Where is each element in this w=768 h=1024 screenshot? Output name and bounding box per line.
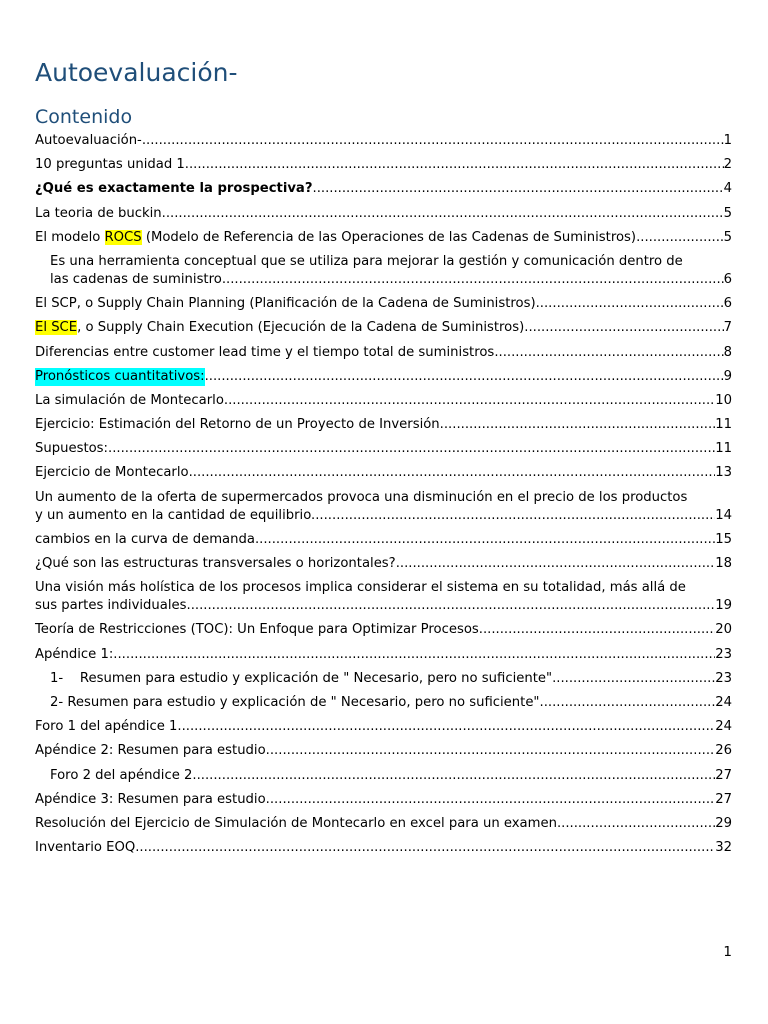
toc-entry-text-line1: Es una herramienta conceptual que se utiliza para mejorar la gestión y comunicación dentro de bbox=[50, 253, 683, 269]
toc-dot-leader bbox=[222, 271, 724, 289]
toc-dot-leader bbox=[440, 416, 716, 434]
toc-entry[interactable] bbox=[35, 253, 732, 289]
toc-entry-text-line2: sus partes individuales bbox=[35, 598, 187, 614]
toc-entry-text-line2: las cadenas de suministro bbox=[50, 271, 222, 287]
toc-entry[interactable] bbox=[35, 646, 732, 664]
toc-heading: Contenido bbox=[35, 106, 133, 128]
toc-entry-text: 10 preguntas unidad 1 bbox=[35, 157, 185, 173]
toc-dot-leader bbox=[113, 646, 715, 664]
toc-entry[interactable] bbox=[35, 815, 732, 833]
toc-entry[interactable] bbox=[35, 694, 732, 712]
toc-entry-page: 23 bbox=[715, 646, 732, 662]
toc-entry-page: 13 bbox=[715, 465, 732, 481]
toc-dot-leader bbox=[544, 694, 716, 712]
toc-entry-text: Inventario EOQ bbox=[35, 840, 136, 856]
toc-dot-leader bbox=[494, 344, 723, 362]
toc-entry-page: 32 bbox=[715, 840, 732, 856]
toc-entry-text: Resolución del Ejercicio de Simulación de Montecarlo en excel para un examen bbox=[35, 815, 557, 831]
toc-dot-leader bbox=[556, 670, 715, 688]
toc-entry-page: 24 bbox=[715, 719, 732, 735]
toc-entry[interactable] bbox=[35, 718, 732, 736]
toc-entry[interactable] bbox=[35, 670, 732, 688]
toc-entry-page: 15 bbox=[715, 531, 732, 547]
toc-entry[interactable] bbox=[35, 319, 732, 337]
toc-dot-leader bbox=[135, 839, 715, 857]
toc-entry-text: 2- Resumen para estudio y explicación de " Necesario, pero no suficiente". bbox=[50, 694, 544, 710]
toc-dot-leader bbox=[266, 791, 716, 809]
toc-entry-text: Ejercicio de Montecarlo bbox=[35, 465, 189, 481]
toc-entry-page: 26 bbox=[715, 743, 732, 759]
toc-dot-leader bbox=[108, 440, 715, 458]
toc-entry-page: 5 bbox=[723, 205, 732, 221]
toc-entry-text-pre: El modelo bbox=[35, 229, 105, 245]
toc-entry-text: Teoría de Restricciones (TOC): Un Enfoque para Optimizar Procesos bbox=[35, 622, 479, 638]
toc-entry-page: 18 bbox=[715, 556, 732, 571]
toc-entry[interactable] bbox=[35, 132, 732, 150]
toc-entry-page: 7 bbox=[723, 320, 732, 336]
toc-entry[interactable] bbox=[35, 440, 732, 458]
toc-entry-line2 bbox=[50, 271, 732, 289]
toc-dot-leader bbox=[162, 205, 724, 223]
toc-entry-page: 29 bbox=[715, 815, 732, 831]
toc-dot-leader bbox=[315, 507, 715, 525]
toc-entry-text: cambios en la curva de demanda bbox=[35, 531, 255, 547]
toc-dot-leader bbox=[636, 229, 724, 247]
toc-entry-page: 24 bbox=[715, 694, 732, 710]
toc-entry-page: 11 bbox=[715, 417, 732, 433]
toc-entry-text: Foro 1 del apéndice 1 bbox=[35, 719, 178, 735]
toc-dot-leader bbox=[185, 156, 724, 174]
toc-entry[interactable] bbox=[35, 368, 732, 386]
toc-entry-page: 6 bbox=[723, 296, 732, 312]
page-number: 1 bbox=[723, 944, 732, 960]
toc-dot-leader bbox=[524, 319, 723, 337]
toc-entry-text: 1- Resumen para estudio y explicación de " Necesario, pero no suficiente". bbox=[50, 670, 557, 686]
toc-entry-text: Apéndice 2: Resumen para estudio bbox=[35, 743, 266, 759]
toc-dot-leader bbox=[205, 368, 724, 386]
toc-entry-text: Foro 2 del apéndice 2 bbox=[50, 767, 193, 783]
toc-dot-leader bbox=[192, 767, 715, 785]
toc-entry[interactable] bbox=[35, 416, 732, 434]
toc-dot-leader bbox=[187, 597, 716, 615]
toc-entry-page: 10 bbox=[715, 392, 732, 408]
toc-entry-text: La simulación de Montecarlo bbox=[35, 392, 224, 408]
toc-entry[interactable] bbox=[35, 344, 732, 362]
toc-dot-leader bbox=[536, 295, 724, 313]
toc-entry[interactable] bbox=[35, 839, 732, 857]
toc-entry[interactable] bbox=[35, 156, 732, 174]
toc-entry-page: 2 bbox=[723, 157, 732, 173]
toc-entry-text: La teoria de buckin bbox=[35, 205, 162, 221]
toc-entry-text: Ejercicio: Estimación del Retorno de un Proyecto de Inversión bbox=[35, 417, 440, 433]
toc-entry-page: 5 bbox=[723, 229, 732, 245]
toc-dot-leader bbox=[557, 815, 715, 833]
toc-entry-page: 9 bbox=[723, 368, 732, 384]
toc-entry-text-line2: y un aumento en la cantidad de equilibrio. bbox=[35, 507, 316, 523]
toc-entry-line2 bbox=[35, 597, 732, 615]
toc-dot-leader bbox=[479, 621, 715, 639]
toc-dot-leader bbox=[224, 392, 715, 410]
toc-entry-line2 bbox=[35, 507, 732, 525]
toc-entry-text: El SCP, o Supply Chain Planning (Planificación de la Cadena de Suministros) bbox=[35, 296, 536, 312]
toc-entry-page: 4 bbox=[723, 181, 732, 197]
toc-entry[interactable] bbox=[35, 579, 732, 615]
toc-entry-page: 14 bbox=[715, 507, 732, 523]
toc-entry[interactable] bbox=[35, 621, 732, 639]
toc-entry-page: 27 bbox=[715, 791, 732, 807]
toc-entry[interactable] bbox=[35, 205, 732, 223]
toc-entry[interactable] bbox=[35, 489, 732, 525]
toc-entry[interactable] bbox=[35, 229, 732, 247]
toc-entry-text: ¿Qué son las estructuras transversales o horizontales? bbox=[35, 556, 396, 571]
toc-entry-text bbox=[35, 229, 636, 247]
toc-entry-page: 23 bbox=[715, 670, 732, 686]
toc-dot-leader bbox=[255, 531, 715, 549]
toc-entry[interactable] bbox=[35, 767, 732, 785]
toc-entry[interactable] bbox=[35, 791, 732, 809]
toc-entry-page: 27 bbox=[715, 767, 732, 783]
toc-entry[interactable] bbox=[35, 531, 732, 549]
toc-entry-page: 19 bbox=[715, 598, 732, 614]
toc-entry-page: 6 bbox=[723, 271, 732, 287]
toc-entry-text: Diferencias entre customer lead time y el tiempo total de suministros bbox=[35, 344, 495, 360]
toc-entry-text: Supuestos: bbox=[35, 441, 108, 457]
toc-entry-text: Autoevaluación- bbox=[35, 133, 142, 148]
toc-dot-leader bbox=[142, 132, 724, 150]
highlighted-term: El SCE bbox=[35, 320, 78, 336]
toc-entry-page: 8 bbox=[723, 344, 732, 360]
toc-entry-text-post: , o Supply Chain Execution (Ejecución de la Cadena de Suministros) bbox=[77, 320, 525, 336]
toc-entry-text-post: (Modelo de Referencia de las Operaciones de las Cadenas de Suministros) bbox=[141, 229, 637, 245]
document-title: Autoevaluación- bbox=[35, 58, 238, 87]
table-of-contents bbox=[35, 132, 732, 863]
highlighted-term: ROCS bbox=[104, 229, 142, 245]
toc-entry[interactable] bbox=[35, 295, 732, 313]
toc-entry[interactable] bbox=[35, 180, 732, 198]
toc-entry-page: 11 bbox=[715, 441, 732, 457]
toc-entry-page: 20 bbox=[715, 622, 732, 638]
toc-entry-text bbox=[35, 319, 524, 337]
toc-dot-leader bbox=[189, 464, 716, 482]
toc-entry[interactable] bbox=[35, 555, 732, 573]
toc-entry[interactable] bbox=[35, 392, 732, 410]
toc-entry-text: ¿Qué es exactamente la prospectiva? bbox=[35, 181, 313, 197]
toc-dot-leader bbox=[313, 180, 724, 198]
toc-entry-text-line1: Una visión más holística de los procesos implica considerar el sistema en su totalidad, más allá de bbox=[35, 580, 686, 596]
toc-dot-leader bbox=[396, 555, 716, 573]
toc-entry-text: Apéndice 1: bbox=[35, 646, 114, 662]
toc-dot-leader bbox=[266, 742, 716, 760]
highlighted-term: Pronósticos cuantitativos: bbox=[35, 368, 205, 384]
toc-entry-text-line1: Un aumento de la oferta de supermercados provoca una disminución en el precio de los productos bbox=[35, 489, 688, 505]
toc-entry-text: Apéndice 3: Resumen para estudio bbox=[35, 791, 266, 807]
toc-entry-page: 1 bbox=[723, 133, 732, 148]
toc-entry[interactable] bbox=[35, 464, 732, 482]
toc-dot-leader bbox=[177, 718, 715, 736]
toc-entry[interactable] bbox=[35, 742, 732, 760]
